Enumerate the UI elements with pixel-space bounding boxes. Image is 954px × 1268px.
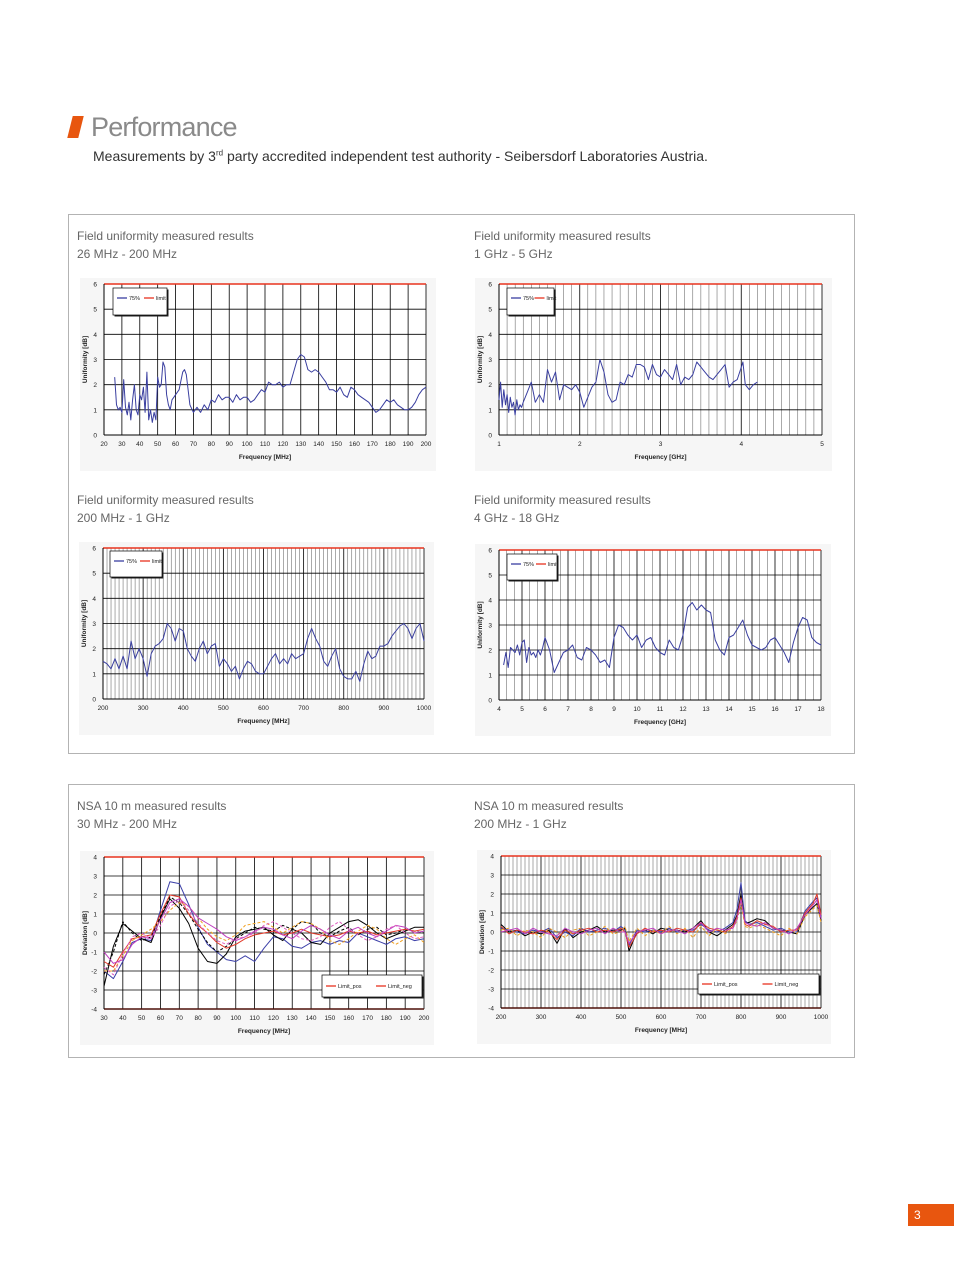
caption-4-line1: Field uniformity measured results	[474, 493, 651, 507]
x-tick-label: 11	[656, 706, 664, 713]
x-tick-label: 500	[615, 1014, 627, 1021]
chart-legend	[507, 554, 559, 582]
x-tick-label: 50	[138, 1015, 146, 1022]
y-tick-label: 2	[488, 647, 492, 655]
y-tick-label: 4	[488, 331, 492, 339]
x-tick-label: 4	[739, 441, 744, 448]
legend-label: limit	[546, 296, 557, 302]
x-tick-label: 18	[817, 706, 825, 713]
y-tick-label: 5	[488, 306, 492, 314]
legend-label: 75%	[523, 296, 535, 302]
x-axis-label: Frequency [MHz]	[634, 1027, 688, 1034]
x-tick-label: 800	[338, 705, 350, 712]
y-tick-label: 1	[92, 671, 96, 679]
x-tick-label: 17	[794, 706, 802, 713]
x-tick-label: 50	[154, 441, 162, 448]
x-tick-label: 200	[418, 1015, 430, 1022]
y-axis-label: Uniformity [dB]	[477, 335, 484, 384]
caption-5-line2: 30 MHz - 200 MHz	[77, 816, 178, 831]
y-tick-label: 0	[93, 930, 97, 938]
x-tick-label: 5	[520, 706, 524, 713]
y-tick-label: 2	[92, 646, 96, 654]
x-tick-label: 70	[189, 441, 198, 448]
legend-label: 75%	[523, 562, 535, 568]
x-tick-label: 10	[633, 706, 641, 713]
x-tick-label: 15	[748, 706, 756, 713]
x-axis-label: Frequency [MHz]	[237, 718, 290, 725]
x-tick-label: 160	[343, 1015, 355, 1022]
caption-1-line1: Field uniformity measured results	[77, 229, 254, 243]
x-tick-label: 170	[366, 441, 378, 448]
chart-legend	[113, 288, 169, 317]
y-tick-label: 5	[93, 306, 97, 314]
y-tick-label: 5	[92, 570, 96, 578]
y-tick-label: -3	[488, 986, 494, 994]
y-tick-label: 2	[488, 382, 492, 390]
y-tick-label: 6	[92, 545, 96, 553]
chart-legend	[698, 974, 821, 996]
caption-3-line1: Field uniformity measured results	[77, 493, 254, 507]
y-tick-label: 4	[93, 331, 97, 339]
x-tick-label: 150	[331, 441, 342, 448]
x-tick-label: 180	[380, 1015, 392, 1022]
x-tick-label: 80	[194, 1015, 202, 1022]
legend-label: Limit_pos	[714, 982, 738, 988]
x-tick-label: 30	[118, 441, 126, 448]
intro-sup: rd	[215, 148, 224, 158]
x-tick-label: 8	[589, 706, 593, 713]
y-tick-label: 3	[488, 357, 492, 364]
x-tick-label: 90	[213, 1015, 221, 1022]
caption-4-line2: 4 GHz - 18 GHz	[474, 510, 560, 525]
caption-1-line2: 26 MHz - 200 MHz	[77, 246, 178, 261]
intro-prefix: Measurements by 3	[93, 148, 216, 164]
caption-2-line1: Field uniformity measured results	[474, 229, 651, 243]
y-axis-label: Deviation [dB]	[82, 910, 89, 956]
x-tick-label: 12	[679, 706, 687, 713]
y-tick-label: 5	[488, 572, 492, 580]
caption-6-line1: NSA 10 m measured results	[474, 799, 624, 813]
y-tick-label: 1	[93, 911, 97, 919]
x-tick-label: 200	[420, 441, 432, 448]
y-tick-label: 6	[488, 547, 492, 555]
x-tick-label: 90	[225, 441, 233, 448]
x-tick-label: 80	[207, 441, 215, 448]
y-tick-label: 2	[490, 891, 494, 899]
x-tick-label: 1	[497, 441, 501, 448]
x-tick-label: 700	[298, 705, 310, 712]
x-tick-label: 140	[305, 1015, 317, 1022]
chart-2	[475, 278, 832, 471]
x-tick-label: 170	[362, 1015, 373, 1022]
x-tick-label: 900	[378, 705, 390, 712]
x-tick-label: 300	[137, 705, 149, 712]
legend-label: Limit_pos	[338, 984, 362, 990]
intro-suffix: party accredited independent test authority - Seibersdorf Laboratories Austria.	[223, 148, 708, 164]
y-axis-label: Uniformity [dB]	[81, 599, 88, 648]
y-tick-label: -3	[91, 987, 97, 995]
chart-4	[475, 544, 831, 736]
x-tick-label: 120	[267, 1015, 279, 1022]
legend-label: Limit_neg	[388, 984, 412, 990]
chart-legend	[507, 288, 557, 317]
x-tick-label: 13	[702, 706, 710, 713]
x-tick-label: 900	[775, 1014, 787, 1021]
heading-title: Performance	[91, 111, 237, 142]
y-tick-label: 3	[93, 873, 97, 881]
chart-1	[80, 278, 436, 471]
y-tick-label: 0	[488, 697, 492, 705]
legend-label: limit	[548, 562, 558, 568]
page-number: 3	[908, 1204, 954, 1226]
chart-3	[79, 542, 434, 735]
y-tick-label: -4	[488, 1005, 494, 1013]
x-axis-label: Frequency [MHz]	[238, 454, 292, 461]
x-tick-label: 300	[535, 1014, 547, 1021]
x-tick-label: 2	[577, 441, 582, 448]
y-tick-label: -1	[91, 949, 97, 957]
x-tick-label: 7	[566, 706, 570, 713]
x-tick-label: 16	[771, 706, 779, 713]
x-tick-label: 400	[575, 1014, 587, 1021]
caption-6-line2: 200 MHz - 1 GHz	[474, 816, 567, 831]
y-tick-label: -2	[91, 968, 97, 976]
y-axis-label: Uniformity [dB]	[477, 601, 484, 649]
chart-5	[80, 851, 434, 1045]
x-tick-label: 130	[295, 441, 307, 448]
x-tick-label: 70	[175, 1015, 183, 1022]
x-tick-label: 5	[820, 441, 824, 448]
y-tick-label: 0	[92, 696, 96, 704]
y-tick-label: 3	[92, 621, 96, 628]
x-tick-label: 200	[495, 1014, 507, 1021]
y-tick-label: 1	[93, 407, 97, 415]
legend-label: 75%	[129, 296, 141, 302]
y-tick-label: 1	[488, 407, 492, 415]
x-tick-label: 9	[612, 706, 616, 713]
x-tick-label: 150	[324, 1015, 336, 1022]
x-tick-label: 3	[658, 441, 663, 448]
x-tick-label: 600	[655, 1014, 667, 1021]
x-tick-label: 200	[97, 705, 109, 712]
y-tick-label: 3	[490, 872, 494, 880]
x-tick-label: 1000	[416, 705, 432, 712]
caption-5-line1: NSA 10 m measured results	[77, 799, 227, 813]
x-tick-label: 140	[313, 441, 325, 448]
y-tick-label: 1	[490, 910, 494, 918]
chart-legend	[322, 975, 424, 999]
legend-label: limit	[156, 296, 166, 302]
y-tick-label: -4	[91, 1006, 97, 1014]
y-tick-label: 3	[488, 622, 492, 630]
chart-legend	[110, 551, 164, 579]
y-tick-label: 4	[488, 597, 492, 605]
x-tick-label: 100	[241, 441, 253, 448]
x-axis-label: Frequency [GHz]	[634, 454, 687, 461]
y-tick-label: 6	[488, 281, 492, 289]
y-tick-label: 3	[93, 357, 97, 364]
caption-2-line2: 1 GHz - 5 GHz	[474, 246, 553, 261]
x-tick-label: 4	[497, 706, 501, 713]
x-tick-label: 60	[171, 441, 180, 448]
x-tick-label: 800	[735, 1014, 747, 1021]
x-tick-label: 190	[399, 1015, 411, 1022]
x-tick-label: 120	[277, 441, 289, 448]
y-tick-label: 4	[93, 854, 97, 862]
legend-label: Limit_neg	[774, 982, 799, 988]
x-tick-label: 40	[136, 441, 144, 448]
chart-6	[477, 850, 831, 1044]
y-tick-label: -2	[488, 967, 494, 975]
x-tick-label: 110	[249, 1015, 260, 1022]
x-axis-label: Frequency [GHz]	[633, 719, 687, 726]
x-tick-label: 130	[286, 1015, 298, 1022]
x-tick-label: 100	[230, 1015, 242, 1022]
x-tick-label: 60	[156, 1015, 165, 1022]
y-tick-label: 1	[488, 672, 492, 680]
y-tick-label: 4	[490, 853, 494, 861]
x-tick-label: 1000	[813, 1014, 829, 1021]
caption-3-line2: 200 MHz - 1 GHz	[77, 510, 170, 525]
y-axis-label: Uniformity [dB]	[82, 335, 89, 384]
x-tick-label: 30	[100, 1015, 108, 1022]
x-tick-label: 110	[259, 441, 271, 448]
x-tick-label: 6	[543, 706, 547, 713]
x-tick-label: 700	[695, 1014, 707, 1021]
y-axis-label: Deviation [dB]	[479, 909, 486, 955]
y-tick-label: 2	[93, 892, 97, 900]
x-tick-label: 40	[119, 1015, 127, 1022]
legend-label: 75%	[126, 559, 138, 565]
y-tick-label: 4	[92, 595, 96, 603]
y-tick-label: -1	[488, 948, 494, 956]
x-axis-label: Frequency [MHz]	[237, 1028, 291, 1035]
x-tick-label: 14	[725, 706, 733, 713]
x-tick-label: 160	[349, 441, 360, 448]
x-tick-label: 400	[177, 705, 189, 712]
y-tick-label: 0	[488, 432, 492, 440]
y-tick-label: 0	[93, 432, 97, 440]
y-tick-label: 2	[93, 382, 97, 390]
legend-label: limit	[152, 559, 162, 565]
y-tick-label: 6	[93, 281, 97, 289]
x-tick-label: 20	[100, 441, 108, 448]
x-tick-label: 180	[384, 441, 396, 448]
y-tick-label: 0	[490, 929, 494, 937]
x-tick-label: 190	[402, 441, 414, 448]
x-tick-label: 600	[258, 705, 269, 712]
x-tick-label: 500	[217, 705, 229, 712]
